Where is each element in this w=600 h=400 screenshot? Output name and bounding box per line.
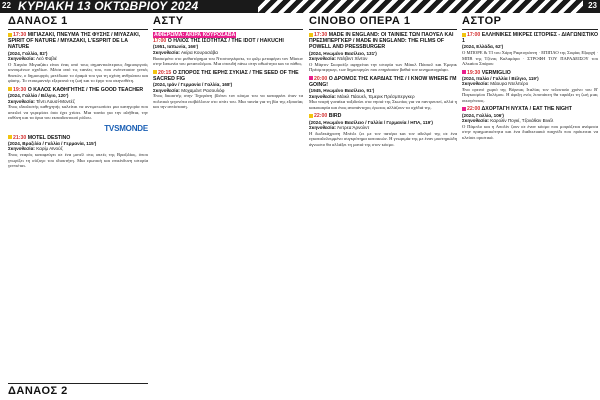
film-title-text: ΜΙΓΙΑΖΑΚΙ, ΠΝΕΥΜΑ ΤΗΣ ΦΥΣΗΣ / MIYAZAKI, SPIRIT OF NATURE / MIYAZAKI, L'ESPRIT DE LA NATURE: [8, 32, 141, 51]
film-meta: (2024, Γαλλία, 82'): [8, 50, 48, 56]
film-time: 21:30: [13, 134, 27, 141]
film-synopsis: Ο Χαγιάο Μιγιαζάκι είναι ένας από τους σημαντικότερους δημιουργούς κινουμένων σχεδίων. Μέσα από τις ταινίες του, που ενέπνευσαν γενιές θεατών, ο δημιουργός μετέδωσε το όραμά του για τη σχέση ανθρώπου και φύσης. Το ντοκιμαντέρ εξερευνά τη ζωή και το έργο του σκηνοθέτη.: [8, 61, 148, 84]
film-synopsis: Μια νεαρή γυναίκα ταξιδεύει στα νησιά της Σκωτίας για να παντρευτεί, αλλά η κακοκαιρία και ένας αναπάντεχος έρωτας αλλάζουν τα σχέδιά της.: [309, 99, 457, 110]
category-marker-icon: [8, 87, 12, 91]
film-synopsis: Ένα ορεινό χωριό της Βόρειας Ιταλίας τον τελευταίο χρόνο του Β' Παγκοσμίου Πολέμου. Η άφιξη ενός λιποτάκτη θα ταράξει τη ζωή μιας οικογένειας.: [462, 86, 598, 103]
film-title-text: Ο ΔΡΟΜΟΣ ΤΗΣ ΚΑΡΔΙΑΣ ΤΗΣ / I KNOW WHERE I'M GOING!: [309, 75, 457, 88]
film-title: [309, 32, 457, 51]
film-meta: (2024, Ηνωμένο Βασίλειο / Γαλλία / Γερμανία / ΗΠΑ, 119'): [309, 119, 433, 125]
film-director: Σκηνοθεσία: Άντρεα Άρνολντ: [309, 125, 370, 131]
divider: [309, 29, 457, 30]
film-title: [8, 32, 148, 51]
cinema-name-next: ΔΑΝΑΟΣ 2: [8, 385, 68, 397]
film-entry: [462, 70, 598, 104]
film-title: [309, 76, 457, 88]
film-meta: (1951, Ιαπωνία, 166'): [153, 44, 199, 50]
film-entry: [153, 70, 303, 110]
film-entry: [309, 32, 457, 73]
film-title: [462, 32, 598, 44]
category-marker-icon: [462, 107, 466, 111]
decorative-stripes: [258, 0, 583, 13]
film-meta: (2024, Ιράν / Γερμανία / Γαλλία, 168'): [153, 82, 233, 87]
film-entry: [462, 32, 598, 67]
film-time: 22:00: [314, 113, 328, 120]
category-marker-icon: [462, 33, 466, 37]
film-time: 17:30: [13, 32, 27, 38]
film-time: 22:00: [467, 106, 481, 113]
film-synopsis: Ένας νεαρός καταφεύγει σε ένα μοτέλ στις ακτές της Βραζιλίας, όπου γνωρίζει τη σύζυγο του ιδιοκτήτη. Μια ερωτική και επικίνδυνη ιστορία γεννιέται.: [8, 152, 148, 169]
cinema-name: ΔΑΝΑΟΣ 1: [8, 15, 68, 27]
film-director: Σκηνοθεσία: Καρολίν Πογκί, Τζονάθαν Βινέλ: [462, 118, 554, 124]
column-asty: [153, 13, 303, 400]
column-cinobo-opera-1: [309, 13, 457, 400]
category-marker-icon: [8, 135, 12, 139]
film-entry: [309, 113, 457, 147]
cinema-name: ΑΣΤΥ: [153, 15, 184, 27]
page-number-left: 22: [2, 1, 11, 10]
divider: [8, 383, 148, 384]
film-time: 20:15: [158, 69, 172, 76]
divider: [8, 29, 148, 30]
film-synopsis: Ο Μάρτιν Σκορσέζε αφηγείται την ιστορία των Μάικλ Πάουελ και Έμερικ Πρέσμπεργκερ, των δημιουργών που επηρέασαν βαθιά τον κινηματογράφο.: [309, 61, 457, 73]
film-director: Σκηνοθεσία: Μάουρα Ντελπέρο: [462, 81, 529, 87]
film-entry: [462, 106, 598, 140]
film-time: 20:00: [314, 75, 328, 82]
film-director: Σκηνοθεσία: Τέντι Λουσί-Μοντέζ: [8, 98, 75, 104]
film-title-text: Ο ΗΛΙΟΣ ΤΗΣ ΙΣΟΤΗΤΑΣ / THE IDOT / HAKUCHI: [167, 38, 284, 45]
film-meta: (2024, Ιταλία / Γαλλία / Βέλγιο, 119'): [462, 75, 539, 81]
sponsor-logo: TVSMONDE: [104, 123, 148, 133]
tribute-label: ΑΦΙΕΡΩΜΑ: ΑΚΙΡΑ ΚΟΥΡΟΣΑΒΑ: [154, 32, 236, 38]
category-marker-icon: [309, 114, 313, 118]
film-director: Σκηνοθεσία: Μοχαμάντ Ρασουλόφ: [153, 87, 225, 93]
page-title: ΚΥΡΙΑΚΗ 13 ΟΚΤΩΒΡΙΟΥ 2024: [18, 0, 199, 13]
category-marker-icon: [153, 70, 157, 74]
film-entry: [8, 87, 148, 121]
film-time: 17:30: [314, 32, 328, 38]
film-meta: (2024, Γαλλία / Βέλγιο, 120'): [8, 93, 69, 98]
film-title-text: Ο ΣΠΟΡΟΣ ΤΗΣ ΙΕΡΗΣ ΣΥΚΙΑΣ / THE SEED OF THE SACRED FIG: [153, 69, 299, 82]
film-synopsis: Ο Πάμπλο και η Απολίν ζουν σε έναν κόσμο που μοιράζεται ανάμεσα στην πραγματικότητα και ένα διαδικτυακό παιχνίδι που πρόκειται να κλείσει οριστικά.: [462, 123, 598, 140]
film-title-text: ΔΧΟΡΤΑΓΗ ΝΥΧΤΑ / EAT THE NIGHT: [481, 106, 572, 113]
divider: [462, 29, 598, 30]
top-bar: [0, 0, 600, 13]
category-marker-icon: [309, 33, 313, 37]
column-astor: [462, 13, 598, 400]
film-meta: (2024, Ελλάδα, 62'): [462, 44, 504, 50]
film-director: Σκηνοθεσία: Ακίρα Κουροσάβα: [153, 50, 218, 55]
film-entry: [8, 135, 148, 169]
film-time: 17:00: [467, 32, 481, 38]
film-meta: (2024, Βραζιλία / Γαλλία / Γερμανία, 115'): [8, 140, 97, 146]
film-synopsis: Ένας ιδεαλιστής καθηγητής καλείται να αντιμετωπίσει μια κατηγορία που απειλεί να γκρεμίσει όσα έχει χτίσει. Μια ταινία για την αλήθεια, την ευθύνη και τα όρια του εκπαιδευτικού ρόλου.: [8, 104, 148, 121]
film-entry: [153, 32, 303, 67]
film-meta: (2024, Γαλλία, 106'): [462, 112, 504, 118]
cinema-name: ΑΣΤΟΡ: [462, 15, 502, 27]
film-director: Σκηνοθεσία: Μάικλ Πάουελ, Έμερικ Πρέσμπεργκερ: [309, 93, 415, 99]
page-number-right: 23: [588, 1, 597, 10]
film-director: Σκηνοθεσία: Καρίμ Αϊνούζ: [8, 146, 63, 152]
category-marker-icon: [462, 70, 466, 74]
film-title-text: ΕΛΛΗΝΙΚΕΣ ΜΙΚΡΕΣ ΙΣΤΟΡΙΕΣ - ΔΙΑΓΩΝΙΣΤΙΚΟ 1: [462, 32, 598, 45]
film-synopsis: Η δωδεκάχρονη Μπέιλι ζει με τον πατέρα και τον αδελφό της σε ένα εγκαταλελειμμένο συγκρότημα κατοικιών. Η γνωριμία της με έναν μυστηριώδη άγνωστο θα αλλάξει τη ματιά της στον κόσμο.: [309, 130, 457, 147]
film-title-text: MADE IN ENGLAND: ΟΙ ΤΑΙΝΙΕΣ ΤΩΝ ΠΑΟΥΕΛ ΚΑΙ ΠΡΕΣΜΠΕΡΓΚΕΡ / MADE IN ENGLAND: THE FILMS OF POWELL AND PRESSBURGER: [309, 32, 454, 51]
film-time: 19:30: [467, 69, 481, 76]
film-director: Σκηνοθεσία: Ντέιβιντ Χίντον: [309, 56, 368, 62]
category-marker-icon: [8, 33, 12, 37]
film-synopsis: Ένας δικαστής στην Τεχεράνη βλέπει τον κόσμο του να καταρρέει όταν τα πολιτικά γεγονότα εισβάλλουν στο σπίτι του. Μια ταινία για τη βία της εξουσίας και την αντίσταση.: [153, 93, 303, 110]
film-synopsis: Βασισμένο στο μυθιστόρημα του Ντοστογιέφσκι, το φιλμ μεταφέρει τον Μίσκιν στην Ιαπωνία του μεταπολέμου. Μια σπουδή πάνω στην αθωότητα και το πάθος.: [153, 55, 303, 67]
column-danaos-1: [8, 13, 148, 400]
divider: [153, 29, 303, 30]
film-title-text: BIRD: [328, 113, 342, 120]
film-entry: [309, 76, 457, 111]
film-time: 17:00: [153, 38, 167, 45]
cinema-name: CINOBO ΟΠΕΡΑ 1: [309, 15, 411, 27]
film-title-text: VERMIGLIO: [481, 69, 511, 76]
film-meta: (1945, Ηνωμένο Βασίλειο, 91'): [309, 88, 375, 94]
film-time: 19:30: [13, 86, 27, 93]
film-synopsis: Ο ΜΠΟΡΕ & ΤΙ του Χάρη Ραφτογιάννη · ΕΠΙΠΛΟ της Σοφίας Εξαρχή · ΜΠΒ της Τζίνας Καλαμάρα · ΣΤΡΟΦΗ ΤΟΥ ΠΑΡΑΔΕΙΣΟΥ του Αλκαίου Σπάρου: [462, 50, 598, 66]
film-director: Σκηνοθεσία: Λεό Φαβιέ: [8, 56, 57, 62]
category-marker-icon: [309, 76, 313, 80]
film-title: [153, 70, 303, 82]
film-entry: [8, 32, 148, 84]
film-title-text: Ο ΚΑΛΟΣ ΚΑΘΗΓΗΤΗΣ / THE GOOD TEACHER: [27, 86, 144, 93]
film-meta: (2024, Ηνωμένο Βασίλειο, 131'): [309, 50, 377, 56]
film-title-text: MOTEL DESTINO: [27, 134, 71, 141]
